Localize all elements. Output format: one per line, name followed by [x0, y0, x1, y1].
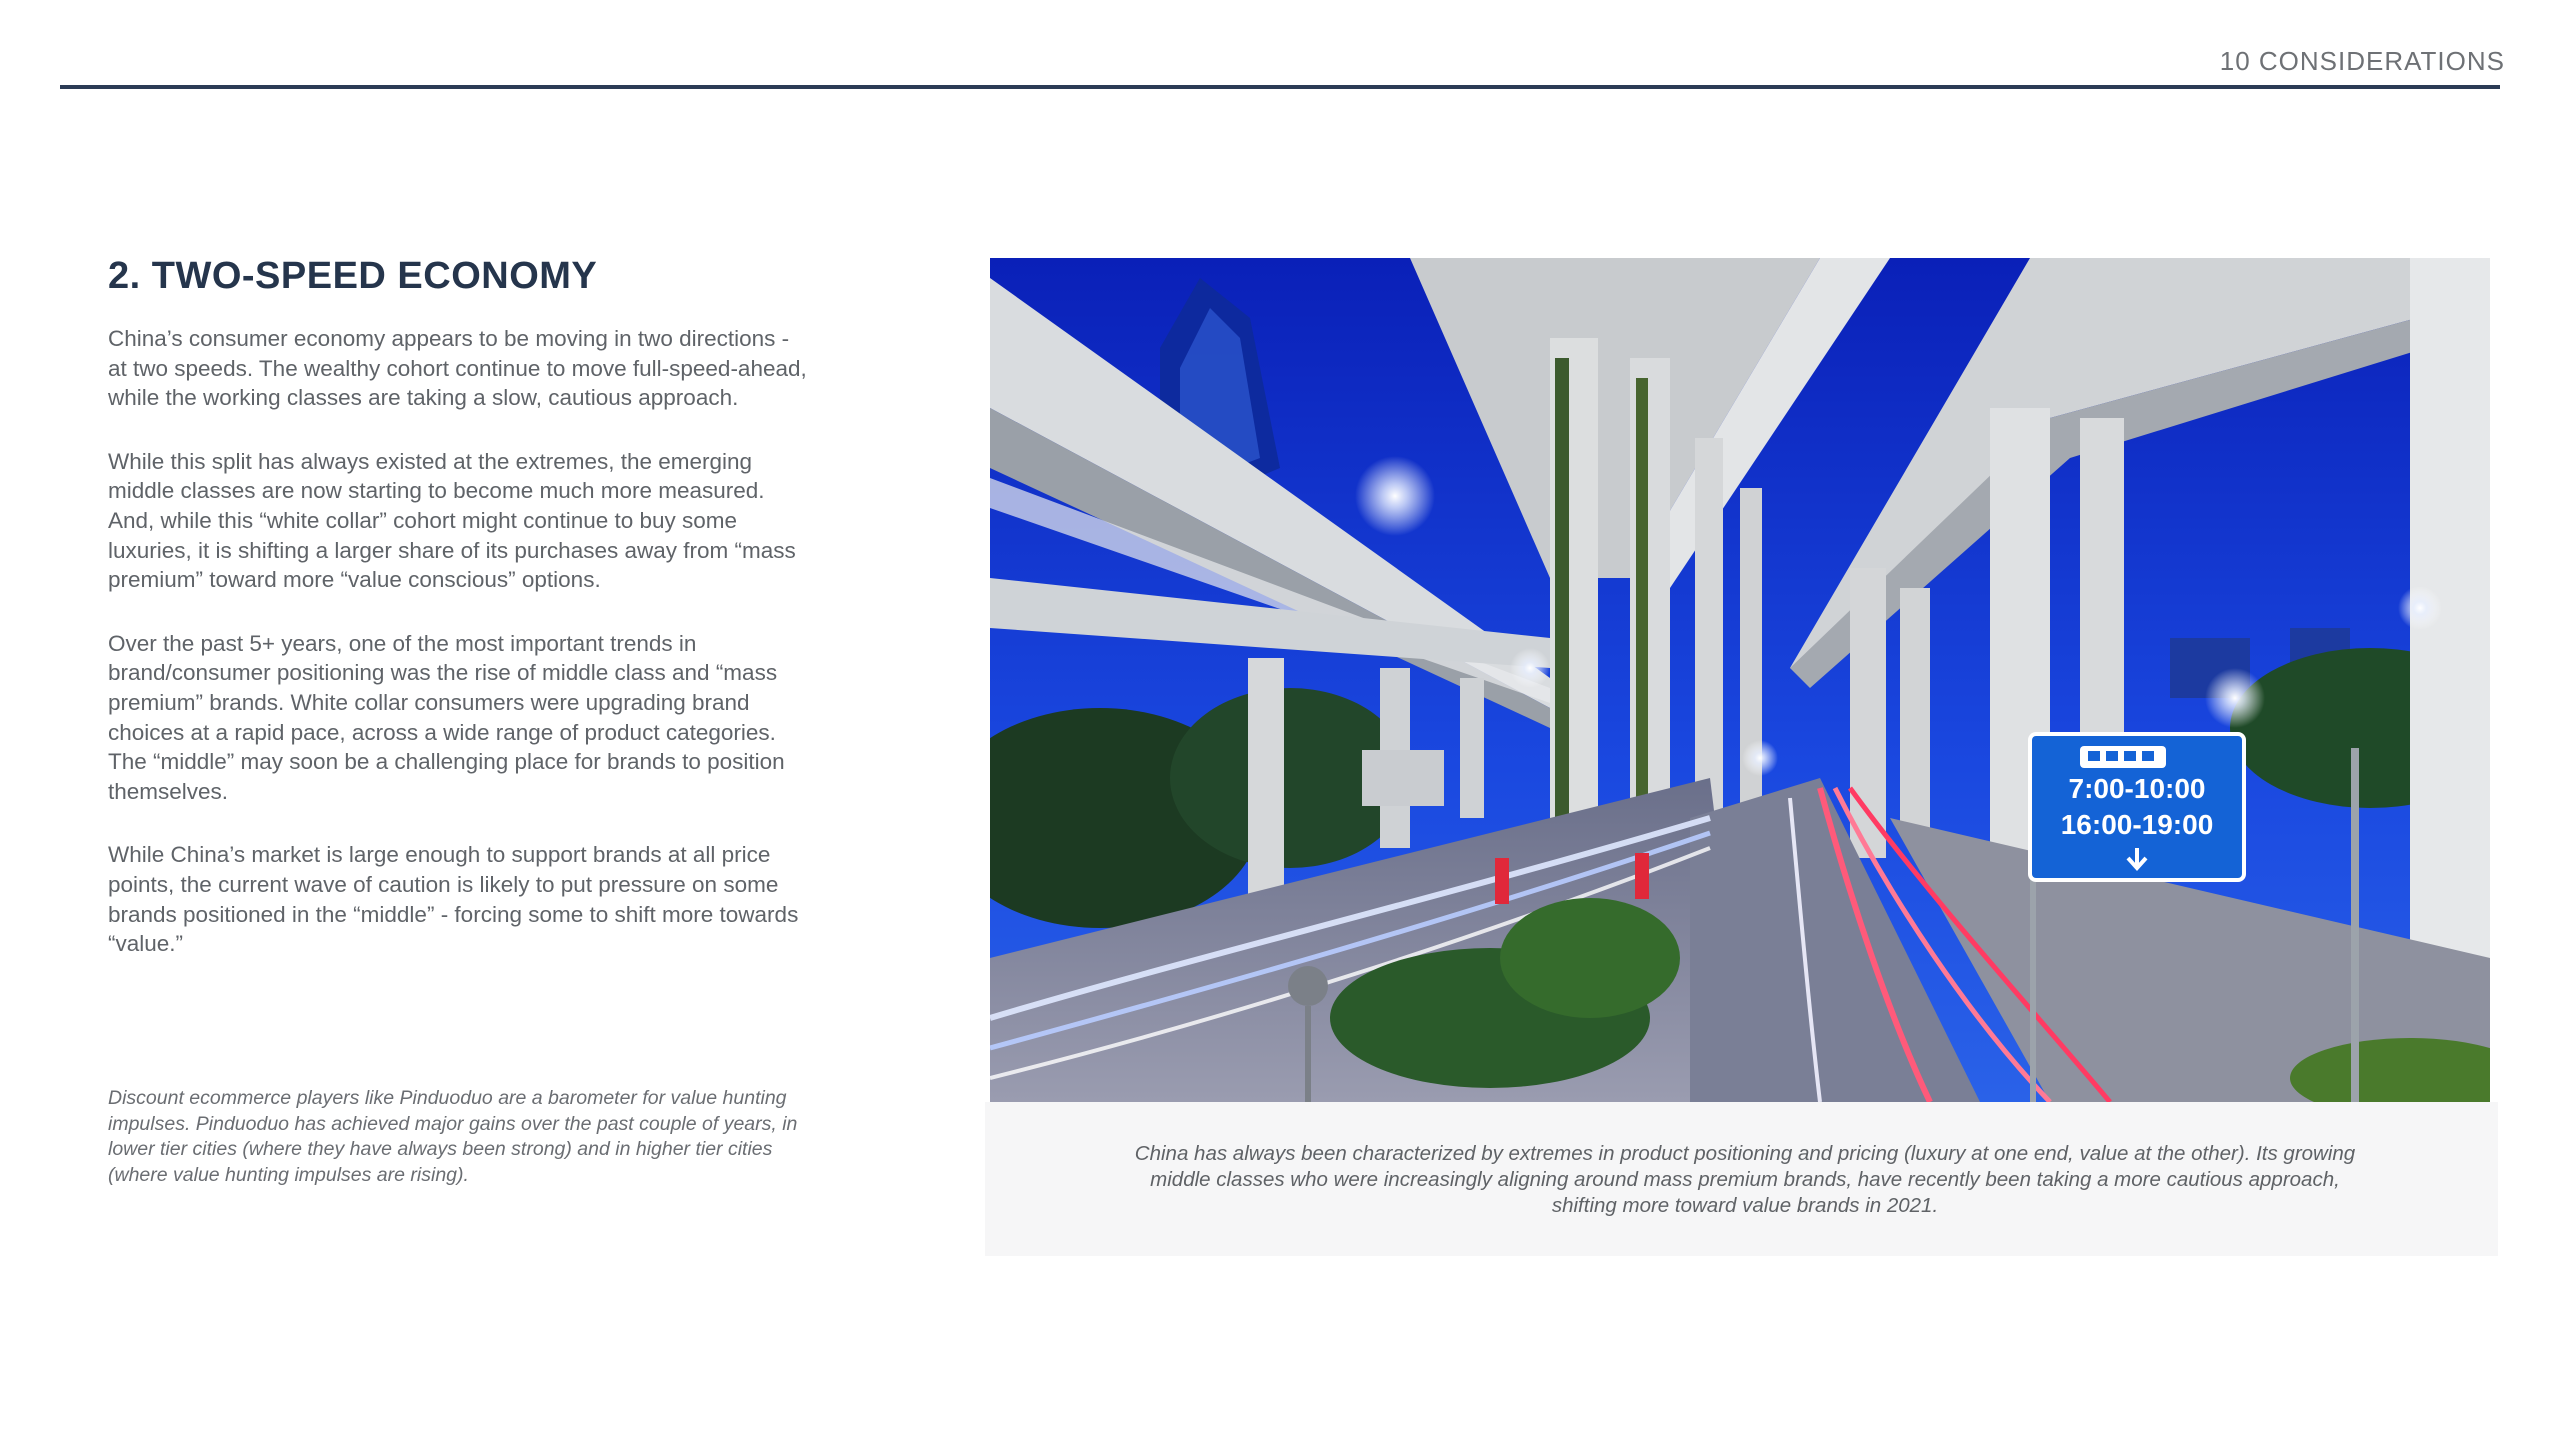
page-title: 2. TWO-SPEED ECONOMY: [108, 255, 598, 297]
sign-time-2: 16:00-19:00: [2060, 809, 2214, 840]
body-text: [108, 324, 808, 993]
header-divider: [60, 85, 2500, 89]
side-note: Discount ecommerce players like Pinduoduo are a barometer for value hunting impulses. Pinduoduo has achieved major gains over the past couple of years, in lower tier cities (where they have always been strong) and in higher tier cities (where value hunting impulses are rising).: [108, 1087, 798, 1186]
paragraph-4: While China’s market is large enough to support brands at all price points, the current wave of caution is likely to put pressure on some brands positioned in the “middle” - forcing some to shift more towards “value.”: [108, 842, 799, 957]
sign-time-1: 7:00-10:00: [2068, 773, 2206, 804]
paragraph-3: Over the past 5+ years, one of the most important trends in brand/consumer positioning was the rise of middle class and “mass premium” brands. White collar consumers were upgrading brand choices at a rapid pace, across a wide range of product categories. The “middle” may soon be a challenging place for brands to position themselves.: [108, 630, 785, 804]
bus-lane-sign: [2030, 734, 2244, 880]
photo-caption: China has always been characterized by extremes in product positioning and pricing (luxury at one end, value at the other). Its growing middle classes who were increasingly aligning around mass premium brands, have recently been taking a more cautious approach, shifting more toward value brands in 2021.: [1134, 1142, 2356, 1217]
overpass-photo: [990, 258, 2490, 1102]
paragraph-1: China’s consumer economy appears to be moving in two directions - at two speeds. The wealthy cohort continue to move full-speed-ahead, while the working classes are taking a slow, cautious approach.: [108, 326, 807, 411]
section-label: 10 CONSIDERATIONS: [2219, 46, 2505, 76]
paragraph-2: While this split has always existed at the extremes, the emerging middle classes are now starting to become much more measured. And, while this “white collar” cohort might continue to buy some luxuries, it is shifting a larger share of its purchases away from “mass premium” toward more “value conscious” options.: [108, 448, 796, 593]
